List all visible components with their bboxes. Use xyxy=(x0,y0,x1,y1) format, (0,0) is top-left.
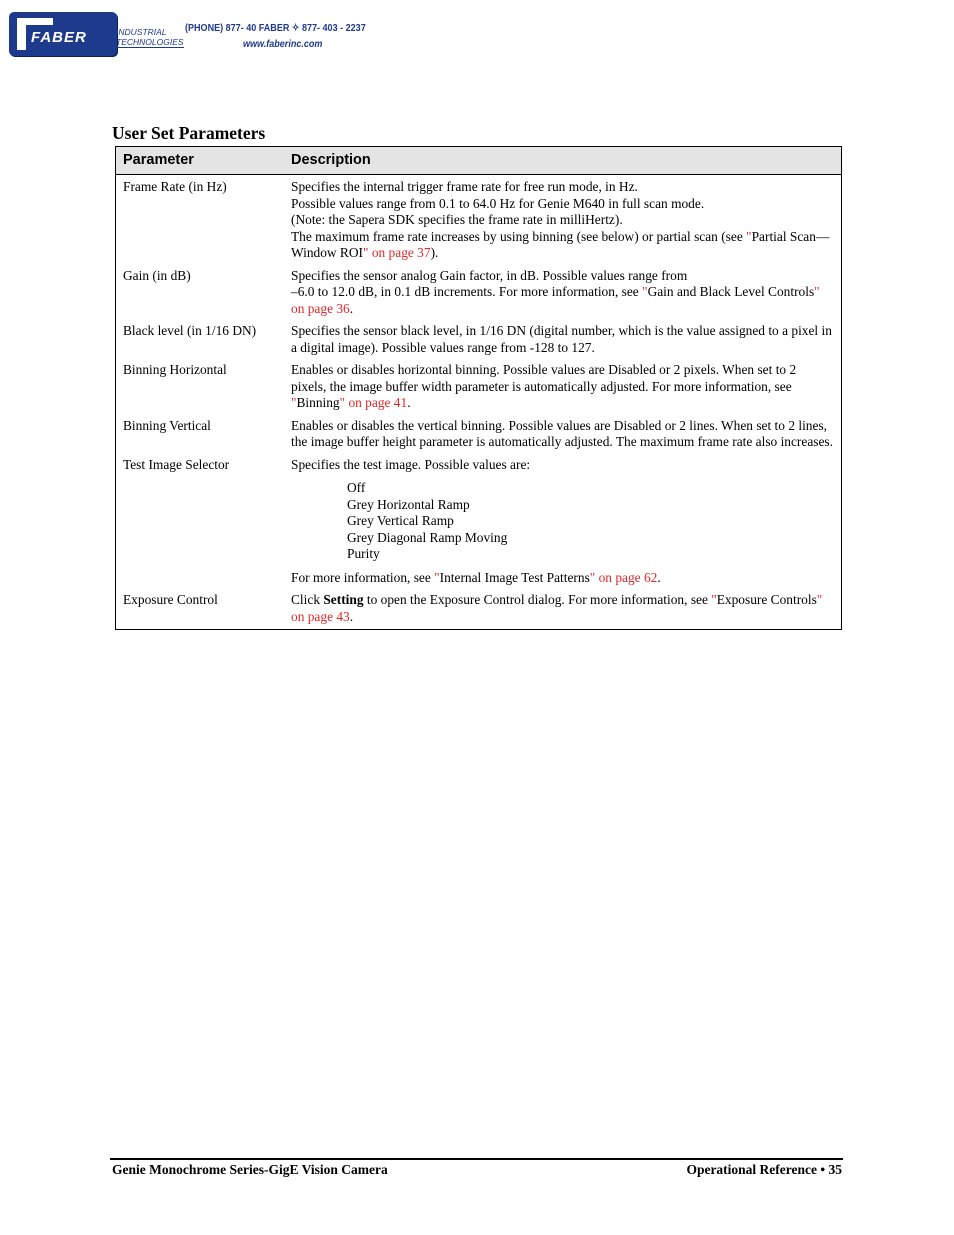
parameters-table xyxy=(115,146,842,630)
param-name: Test Image Selector xyxy=(123,456,230,472)
faber-logo xyxy=(9,12,117,56)
param-description: Enables or disables the vertical binning. Possible values are Disabled or 2 lines. When set to 2 lines, the image buffer height parameter is automatically adjusted. The maximum frame rate also increases. xyxy=(291,417,833,449)
list-item: Grey Diagonal Ramp Moving xyxy=(347,529,508,545)
table-row xyxy=(116,592,841,629)
param-name: Binning Vertical xyxy=(123,417,211,433)
param-description: Specifies the sensor black level, in 1/16 DN (digital number, which is the value assigned to a pixel in a digital image). Possible values range from -128 to 127. xyxy=(291,323,832,355)
link-quote: " xyxy=(291,395,297,410)
param-description xyxy=(291,592,841,625)
param-description xyxy=(291,179,841,262)
link-quote: " xyxy=(642,284,648,299)
desc-text: . xyxy=(349,608,354,624)
desc-text: –6.0 to 12.0 dB, in 0.1 dB increments. For more information, see xyxy=(291,284,643,299)
desc-line: Possible values range from 0.1 to 64.0 Hz for Genie M640 in full scan mode. xyxy=(291,195,705,211)
section-title: User Set Parameters xyxy=(112,123,266,143)
header-parameter: Parameter xyxy=(123,152,194,168)
list-item: Off xyxy=(347,480,366,495)
desc-line: Specifies the internal trigger frame rate for free run mode, in Hz. xyxy=(291,179,638,194)
list-item: Purity xyxy=(347,546,380,561)
param-description xyxy=(291,268,841,318)
param-name: Binning Horizontal xyxy=(123,362,227,377)
param-description xyxy=(291,457,841,587)
page-ref[interactable]: " on page 41 xyxy=(339,395,408,410)
desc-line xyxy=(291,284,833,317)
table-row xyxy=(116,362,841,418)
logo-sub-line2: TECHNOLOGIES xyxy=(116,37,184,47)
page-ref[interactable]: " on page 36 xyxy=(291,284,820,316)
link-quote: " xyxy=(711,592,717,607)
desc-line: Specifies the sensor analog Gain factor, in dB. Possible values range from xyxy=(291,267,688,283)
desc-text: ). xyxy=(430,245,439,260)
test-image-options xyxy=(347,480,833,563)
param-description xyxy=(291,362,841,412)
cross-ref-link[interactable]: Partial Scan—Window ROI xyxy=(291,228,830,260)
footer-doc-title: Genie Monochrome Series-GigE Vision Camera xyxy=(112,1162,388,1177)
desc-text: . xyxy=(349,300,354,316)
param-name: Black level (in 1/16 DN) xyxy=(123,323,257,338)
desc-line: Specifies the test image. Possible values are: xyxy=(291,456,531,472)
list-item: Grey Horizontal Ramp xyxy=(347,496,470,512)
header-description: Description xyxy=(291,152,371,168)
table-row xyxy=(116,175,841,268)
phone-numbers: (PHONE) 877- 40 FABER ✧ 877- 403 - 2237 xyxy=(185,22,366,34)
table-header xyxy=(116,147,841,175)
desc-text: . xyxy=(657,569,661,585)
footer-page-ref: Operational Reference • 35 xyxy=(686,1162,842,1177)
param-name: Frame Rate (in Hz) xyxy=(123,179,227,194)
cross-ref-link[interactable]: Binning xyxy=(296,395,340,410)
param-name: Exposure Control xyxy=(123,592,218,607)
table-row xyxy=(116,323,841,362)
desc-text: to open the Exposure Control dialog. For more information, see xyxy=(363,592,712,607)
footer-divider xyxy=(110,1158,843,1160)
param-name: Gain (in dB) xyxy=(123,267,191,283)
desc-text: The maximum frame rate increases by using binning (see below) or partial scan (see xyxy=(291,228,747,244)
table-row xyxy=(116,418,841,457)
setting-keyword: Setting xyxy=(323,592,364,607)
cross-ref-link[interactable]: Exposure Controls xyxy=(716,592,817,607)
logo-subtitle xyxy=(116,27,184,48)
cross-ref-link[interactable]: Internal Image Test Patterns xyxy=(439,569,590,585)
table-row xyxy=(116,457,841,593)
desc-line xyxy=(291,229,833,262)
list-item: Grey Vertical Ramp xyxy=(347,513,454,528)
logo-f-stem-shape xyxy=(17,18,26,50)
page-ref[interactable]: " on page 62 xyxy=(589,569,658,585)
cross-ref-link[interactable]: Gain and Black Level Controls xyxy=(647,284,815,299)
table-row xyxy=(116,268,841,324)
desc-text: Enables or disables horizontal binning. Possible values are Disabled or 2 pixels. When set to 2 pixels, the image buffer width parameter is automatically adjusted. For more information, see xyxy=(291,362,797,394)
page-ref[interactable]: " on page 43 xyxy=(291,592,823,624)
link-quote: " xyxy=(746,228,752,244)
page-ref[interactable]: " on page 37 xyxy=(363,245,431,260)
website-link[interactable]: www.faberinc.com xyxy=(243,38,323,50)
desc-text: Click xyxy=(291,592,324,607)
logo-wordmark: FABER xyxy=(31,29,87,46)
desc-line: (Note: the Sapera SDK specifies the frame rate in milliHertz). xyxy=(291,212,623,227)
desc-text: For more information, see xyxy=(291,569,435,585)
desc-line xyxy=(291,570,833,587)
logo-sub-line1: INDUSTRIAL xyxy=(116,27,167,37)
link-quote: " xyxy=(434,569,440,585)
desc-text: . xyxy=(407,395,411,410)
